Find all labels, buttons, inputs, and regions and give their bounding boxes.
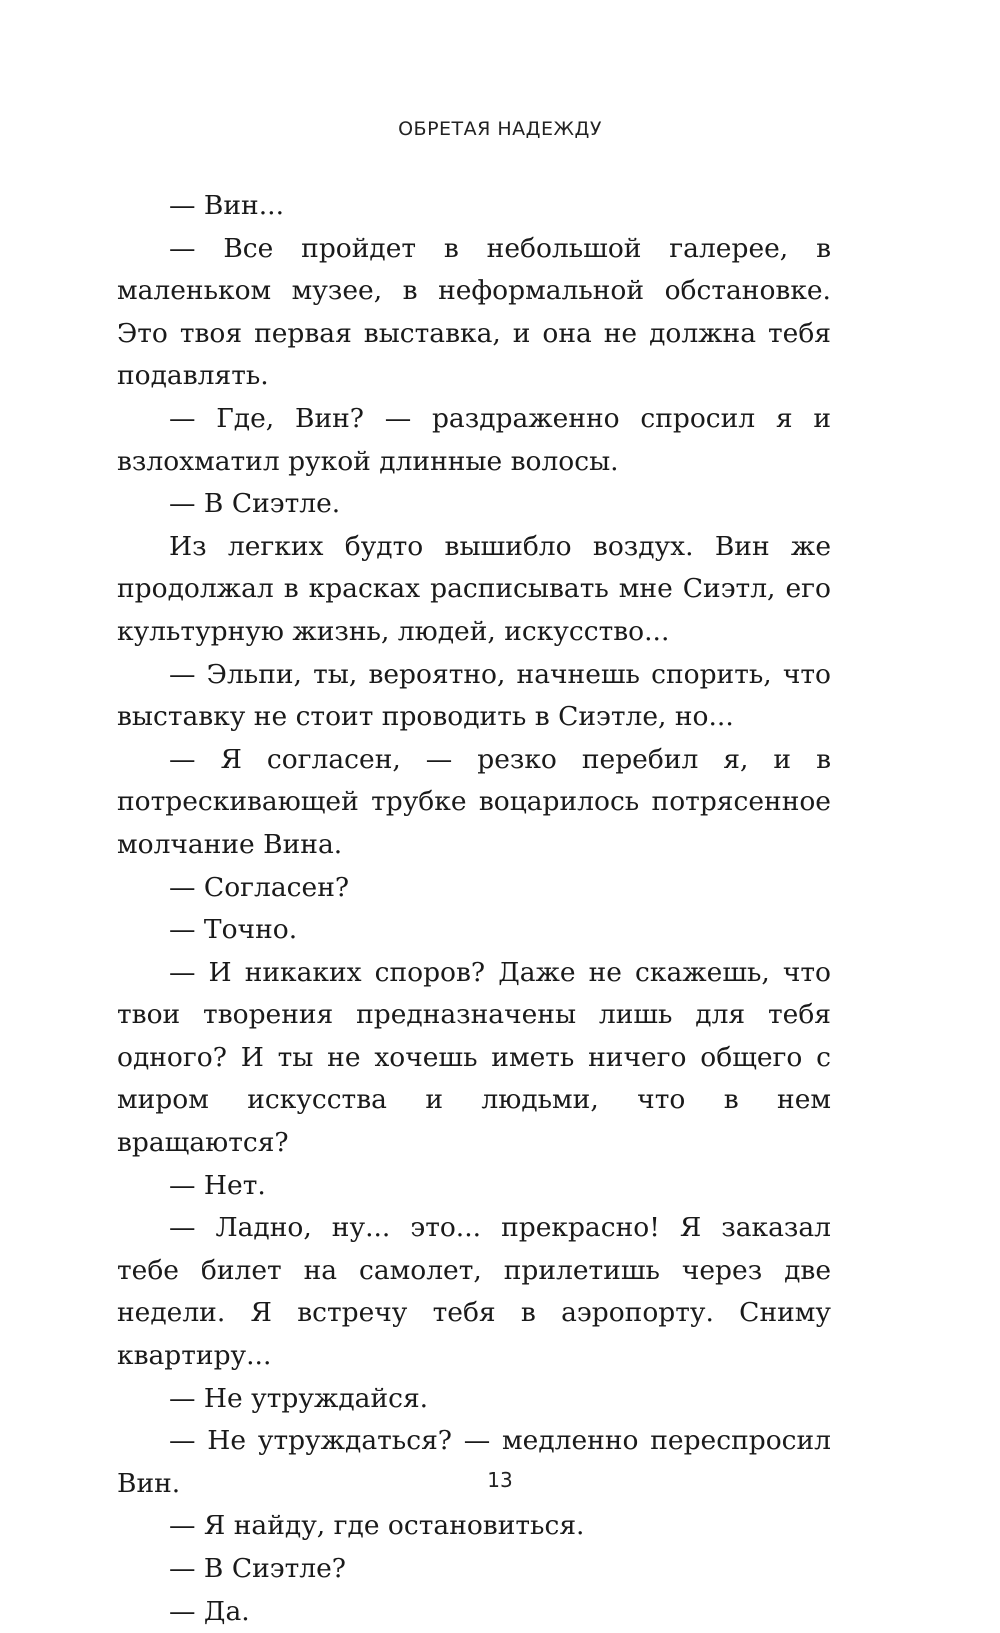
paragraph: — Не утруждаться? — медленно переспросил Вин. (117, 1425, 831, 1499)
running-title: ОБРЕТАЯ НАДЕЖДУ (398, 118, 602, 140)
paragraph: — Где, Вин? — раздраженно спросил я и взлохматил рукой длинные волосы. (117, 402, 831, 477)
paragraph: — Я найду, где остановиться. (169, 1510, 585, 1542)
paragraph: — Согласен? (169, 871, 350, 903)
paragraph: — Эльпи, ты, вероятно, начнешь спорить, что выставку не стоит проводить в Сиэтле, но... (117, 658, 831, 733)
paragraph: — Ладно, ну... это... прекрасно! Я заказал тебе билет на самолет, прилетишь через две недели. Я встречу тебя в аэропорту. Сниму квартиру... (117, 1212, 831, 1372)
paragraph: — Все пройдет в небольшой галерее, в маленьком музее, в неформальной обстановке. Это твоя первая выставка, и она не должна тебя подавлять. (117, 232, 831, 392)
paragraph: — Не утруждайся. (169, 1382, 429, 1414)
body-text (117, 185, 831, 1633)
paragraph: — Вин... (169, 190, 284, 221)
paragraph: — Да. (169, 1595, 250, 1627)
paragraph: — В Сиэтле? (169, 1553, 346, 1584)
paragraph: — Точно. (169, 914, 298, 946)
paragraph: — И никаких споров? Даже не скажешь, что твои творения предназначены лишь для тебя одного? И ты не хочешь иметь ничего общего с миром искусства и людьми, что в нем вращаются? (117, 956, 831, 1159)
page-number: 13 (487, 1468, 513, 1492)
paragraph: Из легких будто вышибло воздух. Вин же продолжал в красках расписывать мне Сиэтл, его культурную жизнь, людей, искусство... (117, 530, 831, 647)
paragraph: — Нет. (169, 1169, 266, 1201)
paragraph: — В Сиэтле. (169, 488, 341, 520)
paragraph: — Я согласен, — резко перебил я, и в потрескивающей трубке воцарилось потрясенное молчание Вина. (117, 743, 831, 860)
